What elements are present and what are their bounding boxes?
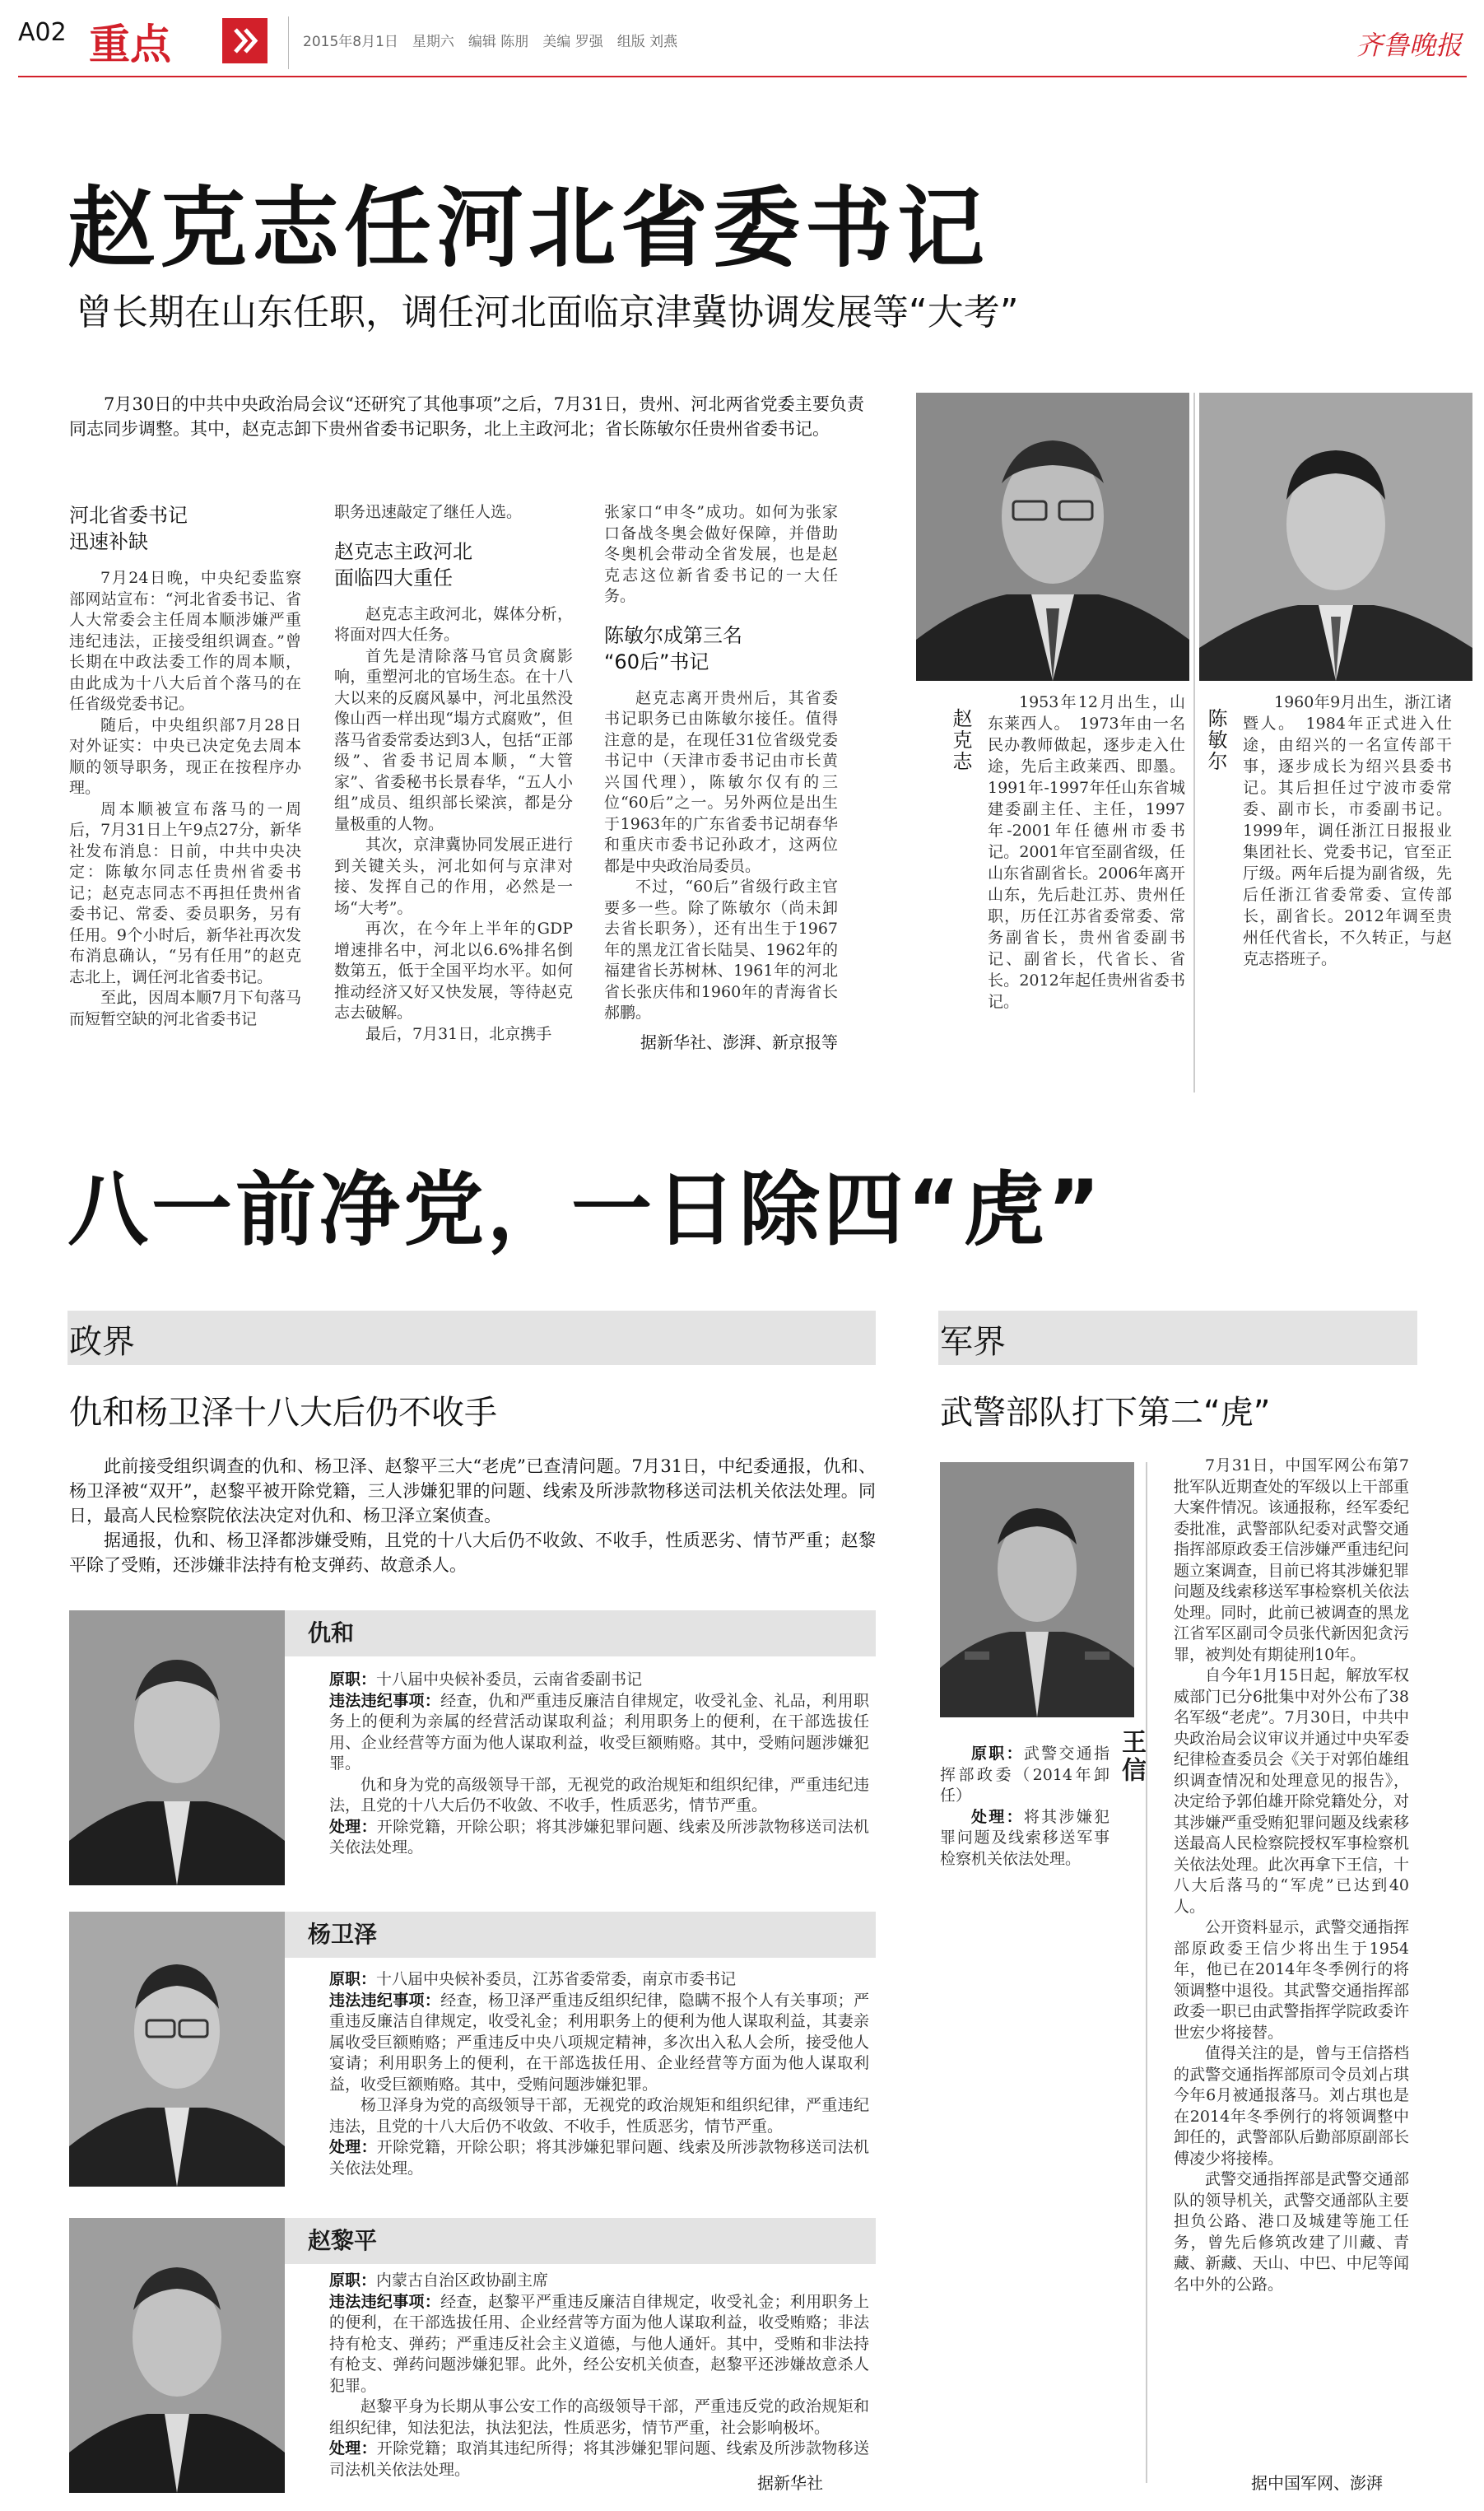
page-number: A02 — [18, 18, 67, 47]
col1-para: 随后，中央组织部7月28日对外证实：中央已决定免去周本顺的领导职务，现正在按程序办理。 — [69, 715, 301, 797]
military-para: 武警交通指挥部是武警交通部队的领导机关，武警交通部队主要担负公路、港口及城建等施工任务，曾先后修筑改建了川藏、青藏、新藏、天山、中巴、中尼等闻名中外的公路。 — [1174, 2170, 1409, 2294]
subheadline-zhaokezhi: 曾长期在山东任职，调任河北面临京津冀协调发展等“大考” — [76, 291, 1019, 333]
col2-para: 最后，7月31日，北京携手 — [365, 1024, 552, 1043]
section-tag-military: 军界 — [940, 1323, 1006, 1361]
section-label: 重点 — [89, 21, 171, 68]
article1-col1 — [69, 502, 301, 1030]
military-para: 自今年1月15日起，解放军权威部门已分6批集中对外公布了38名军级“老虎”。7月30日，中共中央政治局会议审议并通过中央军委纪律检查委员会《关于对郭伯雄组织调查情况和处理意见的报告》，决定给予郭伯雄开除党籍处分，对其涉嫌严重受贿犯罪问题及线索移送最高人民检察院授权军事检察机关依法处理。此次再拿下王信，十八大后落马的“军虎”已达到40人。 — [1174, 1666, 1409, 1916]
right-column-rule — [1146, 1462, 1147, 2483]
photo-divider — [1193, 393, 1195, 1092]
page-header — [0, 0, 1484, 78]
col1-subhead-1: 河北省委书记 — [69, 504, 188, 527]
section-title-military: 武警部队打下第二“虎” — [940, 1394, 1271, 1432]
photo-chenminer — [1199, 393, 1472, 681]
section-band-military — [938, 1311, 1417, 1365]
article2-lead-2: 据通报，仇和、杨卫泽都涉嫌受贿，且党的十八大后仍不收敛、不收手，性质恶劣、情节严重；赵黎平除了受贿，还涉嫌非法持有枪支弹药、故意杀人。 — [69, 1530, 876, 1575]
photo-qiuhe — [69, 1610, 285, 1885]
photo-wangxin — [940, 1462, 1134, 1717]
official-name-qiuhe: 仇和 — [285, 1610, 876, 1656]
left-source: 据新华社 — [757, 2473, 823, 2493]
article1-col2 — [334, 502, 573, 1045]
article1-col3 — [604, 502, 838, 1053]
right-source: 据中国军网、澎湃 — [1251, 2473, 1383, 2493]
masthead-logo: 齐鲁晚报 — [1356, 30, 1463, 61]
article1-lead: 7月30日的中共中央政治局会议“还研究了其他事项”之后，7月31日，贵州、河北两省党委主要负责同志同步调整。其中，赵克志卸下贵州省委书记职务，北上主政河北；省长陈敏尔任贵州省委书记。 — [69, 394, 864, 439]
header-rule — [18, 76, 1467, 77]
name-wangxin: 王信 — [1117, 1729, 1146, 1785]
col3-subhead-2: “60后”书记 — [604, 650, 709, 673]
col1-para: 至此，因周本顺7月下旬落马而短暂空缺的河北省委书记 — [69, 989, 301, 1028]
photo-zhaoliping — [69, 2218, 285, 2493]
bio-zhaokezhi: 1953年12月出生，山东莱西人。 1973年由一名民办教师做起，逐步走入仕途，先后主政莱西、即墨。1991年-1997年任山东省城建委副主任、主任，1997年-2001年任德州市委书记。2001年官至副省级，任山东省副省长。2006年离开山东，先后赴江苏、贵州任职，历任江苏省委常委、常务副省长，贵州省委副书记、副省长，代省长、省长。2012年起任贵州省委书记。 — [988, 693, 1185, 1011]
header-divider — [288, 16, 289, 69]
military-article-body — [1174, 1456, 1409, 2295]
wangxin-detail: 原职：武警交通指挥部政委（2014年卸任） 处理：将其涉嫌犯罪问题及线索移送军事检察机关依法处理。 — [940, 1745, 1110, 1868]
section-tag-politics: 政界 — [69, 1323, 135, 1361]
col3-para: 不过，“60后”省级行政主官要多一些。除了陈敏尔（尚未卸去省长职务），还有出生于1967年的黑龙江省长陆昊、1962年的福建省长苏树林、1961年的河北省长张庆伟和1960年的青海省长郝鹏。 — [604, 878, 838, 1022]
col1-subhead-2: 迅速补缺 — [69, 530, 148, 553]
col2-para: 其次，京津冀协同发展正进行到关键关头，河北如何与京津对接、发挥自己的作用，必然是一场“大考”。 — [334, 836, 573, 917]
section-title-politics: 仇和杨卫泽十八大后仍不收手 — [69, 1394, 497, 1432]
col2-subhead-2: 面临四大重任 — [334, 566, 453, 589]
headline-zhaokezhi: 赵克志任河北省委书记 — [67, 178, 989, 279]
col2-para: 首先是清除落马官员贪腐影响，重塑河北的官场生态。在十八大以来的反腐风暴中，河北虽然没像山西一样出现“塌方式腐败”，但落马省委常委达到3人，包括“正部级”、省委书记周本顺，“大管家”、省委秘书长景春华，“五人小组”成员、组织部长梁滨，都是分量极重的人物。 — [334, 646, 573, 833]
official-name-zhaoliping: 赵黎平 — [285, 2218, 876, 2264]
article2-lead-1: 此前接受组织调查的仇和、杨卫泽、赵黎平三大“老虎”已查清问题。7月31日，中纪委通报，仇和、杨卫泽被“双开”，赵黎平被开除党籍，三人涉嫌犯罪的问题、线索及所涉款物移送司法机关依法处理。同日，最高人民检察院依法决定对仇和、杨卫泽立案侦查。 — [69, 1456, 876, 1526]
col2-para: 再次，在今年上半年的GDP增速排名中，河北以6.6%排名倒数第五，低于全国平均水平。如何推动经济又好又快发展，等待赵克志去破解。 — [334, 920, 573, 1022]
section-band-politics — [67, 1311, 876, 1365]
col1-para: 7月24日晚，中央纪委监察部网站宣布：“河北省委书记、省人大常委会主任周本顺涉嫌严重违纪违法，正接受组织调查。”曾长期在中政法委工作的周本顺，由此成为十八大后首个落马的在任省级党委书记。 — [69, 569, 301, 713]
col2-para: 职务迅速敲定了继任人选。 — [334, 503, 523, 521]
official-name-yangweize: 杨卫泽 — [285, 1912, 876, 1958]
official-detail-yangweize: 原职：十八届中央候补委员，江苏省委常委，南京市委书记 违法违纪事项：经查，杨卫泽严重违反组织纪律，隐瞒不报个人有关事项；严重违反廉洁自律规定，收受礼金；利用职务上的便利为他人谋取利益，其妻亲属收受巨额贿赂；严重违反中央八项规定精神，多次出入私人会所，接受他人宴请；利用职务上的便利，在干部选拔任用、企业经营等方面为他人谋取利益，收受巨额贿赂。其中，受贿问题涉嫌犯罪。 杨卫泽身为党的高级领导干部，无视党的政治规矩和组织纪律，严重违纪违法，且党的十八大后仍不收敛、不收手，性质恶劣，情节严重。 处理：开除党籍，开除公职；将其涉嫌犯罪问题、线索及所涉款物移送司法机关依法处理。 — [329, 1970, 869, 2178]
official-detail-zhaoliping: 原职：内蒙古自治区政协副主席 违法违纪事项：经查，赵黎平严重违反廉洁自律规定，收受礼金；利用职务上的便利，在干部选拔任用、企业经营等方面为他人谋取利益，收受贿赂；非法持有枪支、弹药；严重违反社会主义道德，与他人通奸。其中，受贿和非法持有枪支、弹药问题涉嫌犯罪。此外，经公安机关侦查，赵黎平还涉嫌故意杀人犯罪。 赵黎平身为长期从事公安工作的高级领导干部，严重违反党的政治规矩和组织纪律，知法犯法，执法犯法，性质恶劣，情节严重，社会影响极坏。 处理：开除党籍；取消其违纪所得；将其涉嫌犯罪问题、线索及所涉款物移送司法机关依法处理。 — [329, 2271, 869, 2479]
bio-chenminer: 1960年9月出生，浙江诸暨人。 1984年正式进入仕途，由绍兴的一名宣传部干事，逐步成长为绍兴县委书记。其后担任过宁波市委常委、副市长，市委副书记。1999年，调任浙江日报报业集团社长、党委书记，官至正厅级。两年后提为副省级，先后任浙江省委常委、宣传部长，副省长。2012年调至贵州任代省长，不久转正，与赵克志搭班子。 — [1243, 693, 1452, 968]
name-chenminer: 陈敏尔 — [1204, 708, 1227, 772]
name-zhaokezhi: 赵克志 — [949, 708, 972, 772]
col3-subhead-1: 陈敏尔成第三名 — [604, 623, 742, 647]
col2-subhead-1: 赵克志主政河北 — [334, 539, 472, 563]
col1-para: 周本顺被宣布落马的一周后，7月31日上午9点27分，新华社发布消息：日前，中共中央决定：陈敏尔同志任贵州省委书记；赵克志同志不再担任贵州省委书记、常委、委员职务，另有任用。9个小时后，新华社再次发布消息确认，“另有任用”的赵克志北上，调任河北省委书记。 — [69, 799, 301, 986]
official-detail-qiuhe: 原职：十八届中央候补委员，云南省委副书记 违法违纪事项：经查，仇和严重违反廉洁自律规定，收受礼金、礼品，利用职务上的便利为亲属的经营活动谋取利益；利用职务上的便利，在干部选拔任用、企业经营等方面为他人谋取利益，收受巨额贿赂。其中，受贿问题涉嫌犯罪。 仇和身为党的高级领导干部，无视党的政治规矩和组织纪律，严重违纪违法，且党的十八大后仍不收敛、不收手，性质恶劣，情节严重。 处理：开除党籍，开除公职；将其涉嫌犯罪问题、线索及所涉款物移送司法机关依法处理。 — [329, 1670, 869, 1856]
photo-yangweize — [69, 1912, 285, 2187]
issue-meta: 2015年8月1日 星期六 编辑 陈朋 美编 罗强 组版 刘燕 — [303, 34, 678, 50]
photo-zhaokezhi — [916, 393, 1189, 681]
double-chevron-right-icon — [222, 18, 267, 63]
col3-para: 张家口“申冬”成功。如何为张家口备战冬奥会做好保障，并借助冬奥机会带动全省发展，也是赵克志这位新省委书记的一大任务。 — [604, 503, 838, 605]
col3-para: 赵克志离开贵州后，其省委书记职务已由陈敏尔接任。值得注意的是，在现任31位省级党委书记中（天津市委书记由市长黄兴国代理），陈敏尔仅有的三位“60后”之一。另外两位是出生于1963年的广东省委书记胡春华和重庆市委书记孙政才，这两位都是中央政治局委员。 — [604, 688, 838, 875]
headline-four-tigers: 八一前净党，一日除四“虎” — [67, 1163, 1104, 1257]
military-para: 值得关注的是，曾与王信搭档的武警交通指挥部原司令员刘占琪今年6月被通报落马。刘占琪也是在2014年冬季例行的将领调整中卸任的，武警部队后勤部原副部长傅凌少将接棒。 — [1174, 2044, 1409, 2168]
military-para: 公开资料显示，武警交通指挥部原政委王信少将出生于1954年，他已在2014年冬季例行的将领调整中退役。其武警交通指挥部政委一职已由武警指挥学院政委许世宏少将接替。 — [1174, 1918, 1409, 2042]
col3-source: 据新华社、澎湃、新京报等 — [640, 1032, 838, 1052]
col2-para: 赵克志主政河北，媒体分析，将面对四大任务。 — [334, 604, 573, 644]
military-para: 7月31日，中国军网公布第7批军队近期查处的军级以上干部重大案件情况。该通报称，经军委纪委批准，武警部队纪委对武警交通指挥部原政委王信涉嫌严重违纪问题立案调查，目前已将其涉嫌犯罪问题及线索移送军事检察机关依法处理。同时，此前已被调查的黑龙江省军区副司令员张代新因犯贪污罪，被判处有期徒刑10年。 — [1174, 1456, 1409, 1664]
